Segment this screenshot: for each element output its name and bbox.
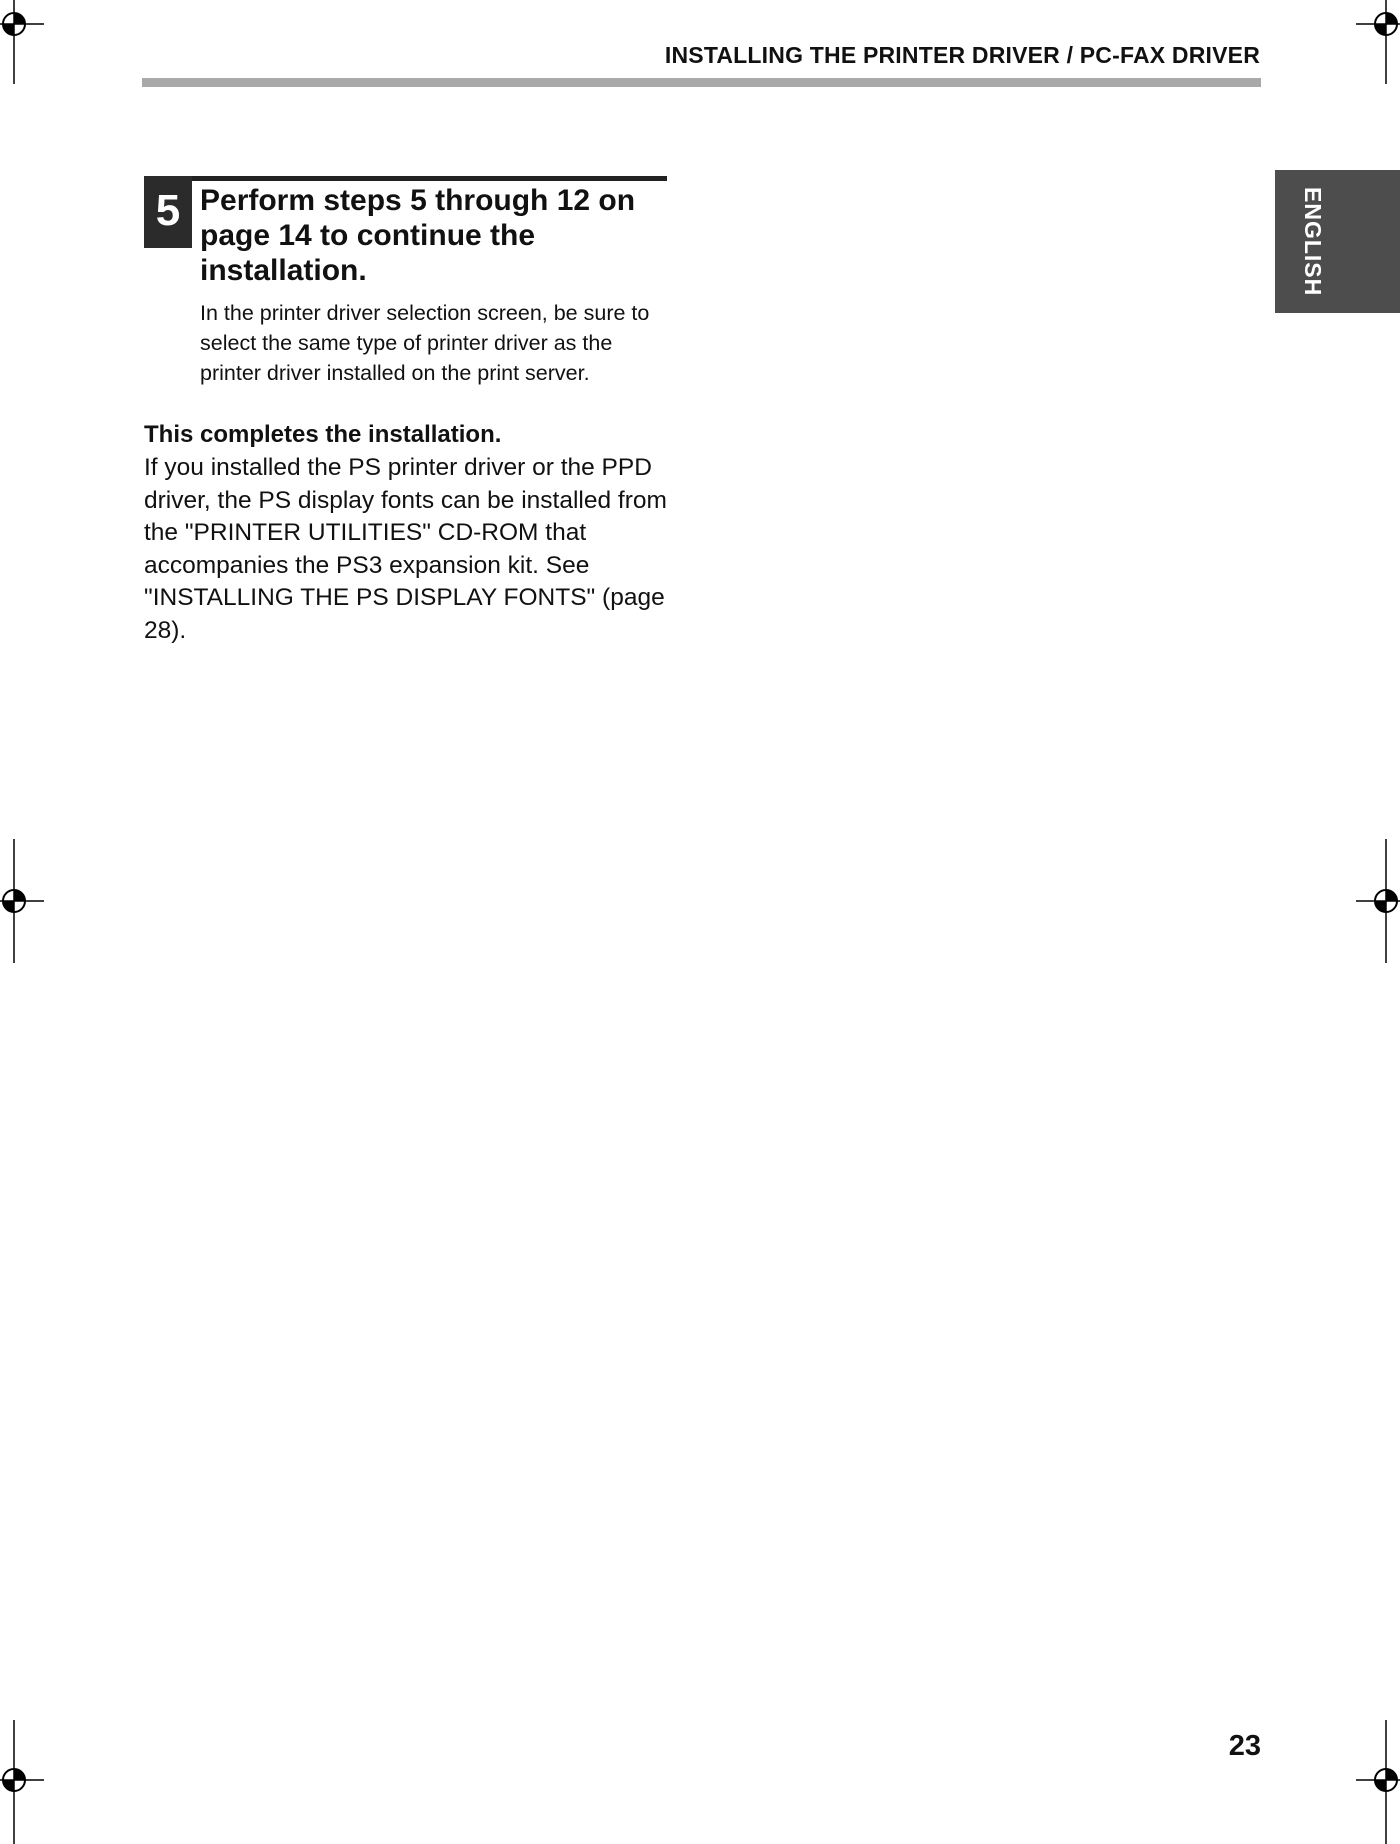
registration-mark-top-right-icon bbox=[1356, 0, 1400, 84]
language-tab bbox=[1275, 170, 1400, 313]
page-number: 23 bbox=[1228, 1730, 1261, 1762]
registration-mark-middle-left-icon bbox=[0, 839, 44, 963]
registration-mark-bottom-left-icon bbox=[0, 1720, 44, 1844]
running-header-title: INSTALLING THE PRINTER DRIVER / PC-FAX DRIVER bbox=[664, 42, 1260, 68]
step-title: Perform steps 5 through 12 on page 14 to continue the installation. bbox=[200, 184, 636, 287]
registration-mark-middle-right-icon bbox=[1356, 839, 1400, 963]
completion-body: If you installed the PS printer driver or the PPD driver, the PS display fonts can be installed from the "PRINTER UTILITIES" CD-ROM that accompanies the PS3 expansion kit. See "INSTALLING THE PS DISPLAY FONTS" (page 28). bbox=[144, 454, 667, 644]
step-number-badge: 5 bbox=[144, 176, 192, 248]
completion-heading: This completes the installation. bbox=[144, 421, 502, 448]
registration-mark-bottom-right-icon bbox=[1356, 1720, 1400, 1844]
header-rule bbox=[142, 78, 1261, 87]
step-rule bbox=[144, 176, 667, 181]
language-tab-label: ENGLISH bbox=[1300, 187, 1326, 297]
step-note: In the printer driver selection screen, be sure to select the same type of printer driver as the printer driver installed on the print server. bbox=[200, 301, 650, 385]
